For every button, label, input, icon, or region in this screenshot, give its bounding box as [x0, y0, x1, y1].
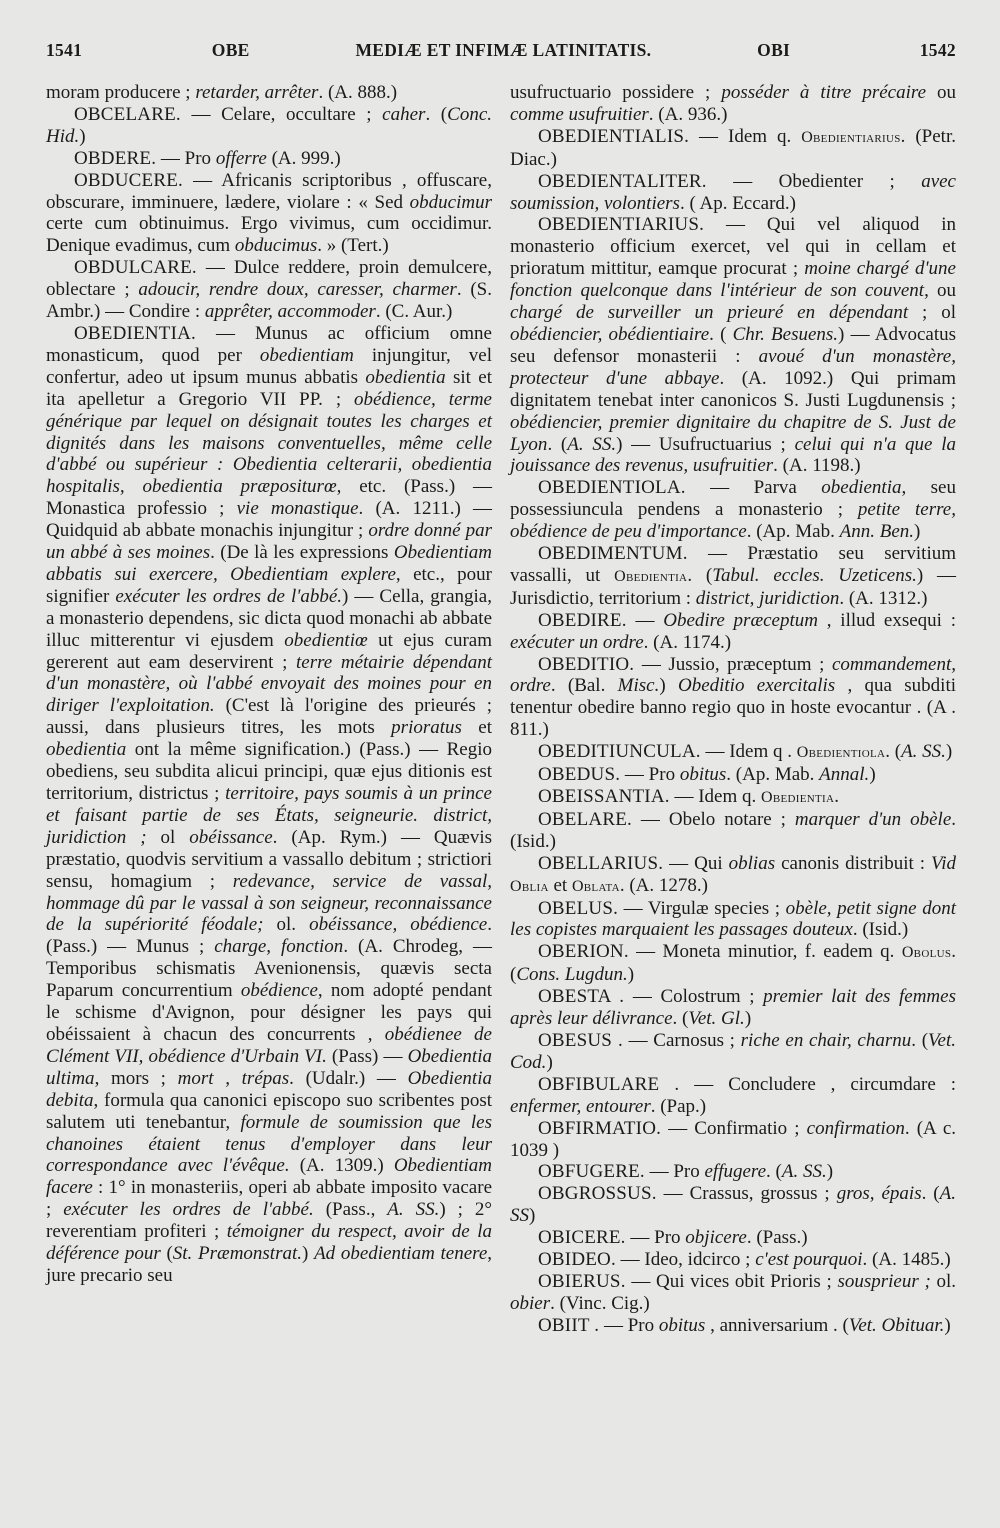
text-run: ; ol	[908, 302, 956, 324]
headword: OBEDIENTIOLA.	[538, 477, 686, 499]
text-run: — Crassus, grossus ;	[656, 1183, 837, 1205]
text-run: moram producere ;	[46, 82, 196, 103]
italic-gloss: vie monastique	[236, 498, 359, 520]
text-run: — Ideo, idcirco ;	[615, 1249, 756, 1271]
text-run: , etc. (Pass.) — Monastica professio ;	[46, 476, 492, 520]
text-run: ut ejus curam gererent aut eam deservirent ;	[46, 629, 492, 673]
text-columns	[46, 82, 956, 1337]
italic-gloss: Vid	[931, 852, 957, 874]
text-run: )	[79, 125, 86, 147]
text-run: )	[546, 1051, 553, 1073]
headword: OBDERE.	[74, 147, 157, 169]
italic-gloss: obitus	[679, 764, 727, 786]
italic-gloss: A. SS.	[781, 1161, 827, 1183]
headword: OBEDITIUNCULA.	[538, 741, 701, 763]
italic-gloss: obédienee de Clément VII, obédience d'Urbain VI.	[46, 1023, 492, 1067]
text-run: — Carnosus ;	[622, 1029, 741, 1051]
text-run: . (Pass.)	[746, 1227, 808, 1249]
headword: OBGROSSUS.	[538, 1183, 657, 1205]
italic-gloss: A. SS.	[901, 741, 946, 763]
text-run: —	[626, 609, 664, 631]
text-run: . (Bal.	[550, 675, 618, 697]
italic-gloss: obitus	[658, 1314, 706, 1336]
text-run: — Jussio, præceptum ;	[634, 653, 832, 675]
headword: OBEISSANTIA.	[538, 786, 670, 807]
italic-gloss: marquer d'un obèle	[794, 808, 952, 830]
italic-gloss: obédience	[240, 980, 318, 1002]
italic-gloss: obedientia	[821, 477, 902, 499]
text-run: )	[869, 764, 876, 786]
entry-obedimentum	[510, 543, 956, 610]
entry-obfirmatio	[510, 1118, 956, 1162]
text-run: — Pro	[644, 1161, 705, 1183]
entry-obeissantia	[510, 786, 956, 809]
italic-gloss: Obedientiam facere	[46, 1155, 492, 1199]
text-run: . » (Tert.)	[317, 235, 389, 257]
entry-obgrossus	[510, 1183, 956, 1227]
text-run: . (	[911, 1029, 929, 1051]
text-run: . (Vinc. Cig.)	[550, 1292, 650, 1314]
text-run: , qua subditi tenentur obedire banno regio quo in hoste evocantur . (A . 811.)	[510, 675, 957, 741]
text-run: . (	[510, 941, 956, 986]
text-run: — Concludere , circumdare :	[679, 1073, 956, 1095]
italic-gloss: St. Præmonstrat.	[172, 1243, 303, 1265]
italic-gloss: gros, épais	[836, 1183, 922, 1205]
italic-gloss: Cons. Lugdun.	[516, 964, 628, 986]
small-caps-ref: Oblata	[571, 877, 620, 895]
italic-gloss: enfermer, entourer	[510, 1095, 651, 1117]
text-run: , formula qua canonici episcopo suo scribentes post salutem uti tenebantur,	[46, 1089, 492, 1133]
italic-gloss: Obedientiam abbatis sui exercere, Obedientiam explere	[46, 542, 492, 585]
italic-gloss: avoué d'un monastère, protecteur d'une abbaye	[510, 345, 956, 389]
text-run: ) — Cella, grangia, a monasterio dependens, sic dicta quod monachi ab abbate illuc mitterentur vi ejusdem	[46, 585, 492, 651]
italic-gloss: district, juridiction	[695, 587, 840, 609]
italic-gloss: obédiencier, obédientiaire	[510, 323, 710, 345]
text-run: usufructuario possidere ;	[510, 82, 722, 103]
italic-gloss: obducimur	[409, 191, 492, 213]
headword: OBDULCARE.	[74, 257, 197, 279]
italic-gloss: Misc.	[617, 675, 660, 697]
text-run: . (	[425, 103, 448, 125]
headword: OBEDIENTIA.	[74, 322, 196, 344]
italic-gloss: obédience, terme générique par lequel on désignait toutes les charges et dignités dans les maisons conventuelles, même celle d'abbé ou supérieur : Obedientia celterarii, obedientia hospitalis, obedientia præpositurœ	[46, 388, 492, 498]
entry-obedientialis	[510, 126, 956, 171]
entry-obedire	[510, 610, 956, 654]
italic-gloss: témoigner du respect, avoir de la déférence pour	[46, 1221, 492, 1265]
italic-gloss: exécuter un ordre	[510, 631, 644, 653]
italic-gloss: redevance, service de vassal, hommage dû par le vassal à son seigneur, reconnaissance de la supériorité féodale;	[46, 870, 492, 936]
text-run: . (De là les expressions	[210, 542, 394, 564]
entry-obeditio	[510, 654, 956, 742]
entry-continuation	[510, 82, 956, 126]
italic-gloss: apprêter, accommoder	[204, 301, 376, 323]
text-run: — Obedienter ;	[706, 170, 922, 192]
text-run: — Munus ac officium omne monasticum, quod per	[46, 322, 492, 366]
text-run: . (	[672, 1008, 689, 1030]
text-run: — Obelo notare ;	[631, 808, 795, 830]
text-run: , seu possessiuncula pendens a monasterio ;	[510, 477, 956, 521]
text-run: . (A. 1198.)	[773, 455, 861, 477]
text-run: (A. 1309.)	[289, 1155, 394, 1177]
text-run: , mors ;	[94, 1067, 178, 1089]
text-run: ) ; 2° reverentiam profiteri ;	[46, 1199, 492, 1243]
text-run: )	[744, 1008, 752, 1030]
text-run: canonis distribuit :	[775, 852, 932, 874]
right-column	[510, 82, 956, 1337]
headword: OBFIRMATIO.	[538, 1117, 662, 1139]
text-run: . (A. 888.)	[318, 82, 398, 103]
text-run: . (Pap.)	[650, 1095, 707, 1117]
entry-obesus	[510, 1030, 956, 1074]
headword: OBERION.	[538, 941, 629, 963]
text-run: — Qui vel aliquod in monasterio officium exercet, vel qui in cellam et prioratum mittitur, eamque procurat ;	[510, 214, 956, 280]
italic-gloss: sousprieur ;	[837, 1270, 931, 1292]
small-caps-ref: Obedientiola	[796, 744, 886, 762]
italic-gloss: celui qui n'a que la jouissance des revenus, usufruitier	[510, 433, 956, 477]
entry-obfibulare	[510, 1074, 956, 1118]
italic-gloss: riche en chair, charnu	[740, 1029, 912, 1051]
text-run: — Idem q.	[689, 125, 802, 147]
entry-obellarius	[510, 853, 956, 898]
italic-gloss: chargé de surveiller un prieuré en dépendant	[510, 302, 909, 324]
text-run: et	[461, 717, 492, 739]
text-run: — Qui vices obit Prioris ;	[625, 1270, 838, 1292]
italic-gloss: Chr. Besuens.	[732, 323, 839, 345]
guide-word-right: OBI	[757, 40, 791, 60]
text-run: )	[659, 675, 678, 697]
text-run: ) — Advocatus seu defensor monasterii :	[510, 323, 956, 367]
text-run: ou	[926, 82, 957, 103]
headword: OBFIBULARE .	[538, 1073, 680, 1095]
text-run: )	[529, 1205, 536, 1227]
text-run: : 1° in monasteriis, operi ab abbate imposito vacare ;	[46, 1177, 492, 1221]
italic-gloss: prioratus	[391, 717, 462, 739]
small-caps-ref: Oblia	[510, 877, 549, 895]
text-run: . (	[885, 741, 902, 763]
entry-obideo	[510, 1249, 956, 1271]
italic-gloss: mort , trépas	[177, 1067, 290, 1089]
entry-continuation	[46, 82, 492, 104]
italic-gloss: commandement, ordre	[510, 653, 956, 697]
italic-gloss: premier lait des femmes après leur délivrance	[510, 986, 956, 1030]
italic-gloss: obéissance, obédience	[309, 914, 488, 936]
text-run: . (Petr. Diac.)	[510, 125, 956, 170]
italic-gloss: Ad obedientiam tenere	[314, 1243, 488, 1265]
text-run: — Dulce reddere, proin demulcere, oblectare ;	[46, 257, 492, 301]
text-run: . (Ap. Mab.	[746, 521, 840, 543]
entry-obedus	[510, 764, 956, 786]
italic-gloss: Annal.	[819, 764, 870, 786]
running-title: MEDIÆ ET INFIMÆ LATINITATIS.	[355, 40, 652, 60]
entry-obesta	[510, 986, 956, 1030]
page-number-left: 1541	[46, 40, 83, 60]
text-run: ) — Usufructuarius ;	[616, 433, 795, 455]
text-run: — Virgulæ species ;	[618, 897, 786, 919]
text-run: , ou	[924, 280, 957, 302]
italic-gloss: oblias	[728, 852, 776, 874]
text-run: )	[627, 964, 635, 986]
text-run: ol.	[263, 914, 310, 936]
text-run: . (	[921, 1183, 940, 1205]
entry-obducere	[46, 170, 492, 258]
text-run: injungitur, vel confertur, adeo ut ipsum munus abbatis	[46, 344, 492, 388]
text-run: (Pass.,	[313, 1199, 388, 1221]
italic-gloss: obéissance	[189, 826, 273, 848]
entry-obierus	[510, 1271, 956, 1315]
text-run: — Parva	[685, 477, 822, 499]
text-run: ) — Jurisdictio, territorium :	[510, 564, 957, 609]
italic-gloss: Obedientia ultima	[46, 1045, 492, 1089]
italic-gloss: formule de soumission que les chanoines étaient tenus d'employer dans leur correspondance avec l'évêque.	[46, 1111, 492, 1177]
entry-obdere	[46, 148, 492, 170]
text-run: ol.	[930, 1270, 956, 1292]
text-run: — Africanis scriptoribus , offuscare, obscurare, imminuere, lædere, violare : « Sed	[46, 169, 492, 213]
italic-gloss: obedientiam	[259, 344, 354, 366]
italic-gloss: obedientia	[365, 366, 446, 388]
text-run: )	[945, 741, 953, 763]
text-run: — Idem q .	[700, 741, 797, 763]
text-run: .	[834, 786, 839, 807]
headword: OBCELARE.	[74, 103, 181, 125]
text-run: (	[160, 1243, 173, 1265]
text-run: — Pro	[620, 764, 680, 786]
italic-gloss: Ann. Ben.	[839, 521, 915, 543]
text-run: , jure precario seu	[46, 1243, 493, 1286]
text-run: . (	[687, 564, 713, 586]
text-run: . (A. 1211.) — Quidquid ab abbate monachis injungitur ;	[46, 498, 492, 542]
italic-gloss: objicere	[685, 1227, 747, 1249]
italic-gloss: terre métairie dépendant d'un monastère, où l'abbé envoyait des moines pour en diriger l'exploitation.	[46, 651, 492, 717]
text-run: , etc., pour signifier	[46, 563, 492, 607]
entry-obedientaliter	[510, 171, 956, 215]
headword: OBIDEO.	[538, 1249, 616, 1271]
text-run: , anniversarium . (	[705, 1314, 849, 1336]
text-run: )	[302, 1243, 315, 1265]
text-run: . (A. 1174.)	[643, 631, 732, 653]
italic-gloss: obédiencier, premier dignitaire du chapitre de S. Just de Lyon	[510, 411, 956, 455]
italic-gloss: ordre donné par un abbé à ses moines	[46, 520, 492, 564]
headword: OBEDIENTIALIS.	[538, 125, 690, 147]
text-run: , nom adopté pendant le schisme d'Avignon, pour désigner les pays qui obéissaient à chacun des concurrents ,	[46, 980, 492, 1045]
text-run: (Pass) —	[326, 1045, 408, 1067]
italic-gloss: caher	[382, 103, 426, 125]
italic-gloss: offerre	[215, 147, 267, 169]
italic-gloss: Vet. Cod.	[510, 1029, 956, 1073]
left-column	[46, 82, 492, 1337]
text-run: . (	[766, 1161, 782, 1183]
italic-gloss: Obeditio exercitalis	[677, 675, 836, 697]
italic-gloss: obedientia	[46, 739, 127, 761]
guide-word-left: OBE	[211, 40, 250, 60]
text-run: — Præstatio seu servitium vassalli, ut	[510, 543, 956, 586]
italic-gloss: c'est pourquoi	[755, 1249, 863, 1271]
text-run: — Celare, occultare ;	[180, 103, 383, 125]
entry-obcelare	[46, 104, 492, 148]
headword: OBEDUS.	[538, 764, 621, 786]
headword: OBEDITIO.	[538, 653, 635, 675]
headword: OBESTA .	[538, 986, 625, 1008]
entry-obelus	[510, 898, 956, 942]
italic-gloss: A. SS	[510, 1183, 956, 1227]
italic-gloss: retarder, arrêter	[195, 82, 319, 103]
italic-gloss: Tabul. eccles. Uzeticens.	[712, 564, 917, 586]
text-run: . (Isid.)	[852, 919, 909, 941]
headword: OBEDIRE.	[538, 609, 627, 631]
text-run: . (Ap. Rym.) — Quævis præstatio, quodvis servitium a vassallo debitum ; strictiori sensu, homagium ;	[46, 826, 492, 892]
text-run: . ( Ap. Eccard.)	[679, 192, 797, 214]
italic-gloss: moine chargé d'une fonction quelconque dans l'intérieur de son couvent	[510, 258, 956, 302]
text-run: certe cum obtinuimus. Ergo vivimus, cum occidimur. Denique evadimus, cum	[46, 213, 492, 257]
italic-gloss: obedientiœ	[284, 629, 368, 651]
italic-gloss: comme usufruitier	[510, 103, 649, 125]
headword: OBELARE.	[538, 808, 632, 830]
italic-gloss: petite terre, obédience de peu d'importance	[510, 499, 956, 543]
entry-obdulcare	[46, 257, 492, 323]
italic-gloss: charge, fonction	[214, 936, 344, 958]
italic-gloss: territoire, pays soumis à un prince et faisant partie de ses États, seigneurie. district, juridiction ;	[46, 783, 492, 848]
text-run: (A. 999.)	[266, 147, 341, 169]
text-run: sit et ita apelletur a Gregorio VII PP. ;	[46, 366, 493, 410]
small-caps-ref: Obedientiarius	[801, 128, 901, 146]
headword: OBIERUS.	[538, 1270, 626, 1292]
italic-gloss: effugere	[704, 1161, 767, 1183]
text-run: . (Udalr.) —	[289, 1067, 408, 1089]
text-run: . (A. 936.)	[648, 103, 728, 125]
text-run: . (Isid.)	[510, 808, 956, 852]
entry-obedientia	[46, 323, 492, 1287]
italic-gloss: obducimus	[234, 235, 318, 257]
entry-obelare	[510, 809, 956, 853]
headword: OBELLARIUS.	[538, 852, 664, 874]
italic-gloss: posséder à titre précaire	[721, 82, 927, 103]
italic-gloss: Vet. Obituar.	[848, 1314, 945, 1336]
entry-obedientiarius	[510, 214, 956, 477]
text-run: )	[944, 1314, 951, 1336]
text-run: . (	[709, 323, 733, 345]
headword: OBICERE.	[538, 1227, 626, 1249]
italic-gloss: A. SS.	[387, 1199, 440, 1221]
text-run: — Qui	[663, 852, 729, 874]
entry-obedientiola	[510, 477, 956, 543]
text-run: ol	[146, 826, 190, 848]
entry-obeditiuncula	[510, 741, 956, 764]
text-run: — Confirmatio ;	[661, 1117, 807, 1139]
text-run: . (A. 1092.) Qui primam dignitatem tenebat inter canonicos S. Justi Lugdunensis ;	[510, 367, 956, 411]
italic-gloss: exécuter les ordres de l'abbé.	[63, 1199, 314, 1221]
headword: OBEDIENTALITER.	[538, 170, 707, 192]
text-run: . (S. Ambr.) — Condire :	[46, 279, 492, 323]
headword: OBEDIMENTUM.	[538, 543, 688, 565]
italic-gloss: A. SS.	[567, 433, 617, 455]
text-run: )	[826, 1161, 834, 1183]
small-caps-ref: Obedientia	[614, 567, 688, 585]
italic-gloss: adoucir, rendre doux, caresser, charmer	[138, 279, 457, 301]
text-run: — Idem q.	[669, 786, 762, 807]
italic-gloss: exécuter les ordres de l'abbé.	[115, 585, 343, 607]
text-run: ont la même signification.) (Pass.) — Regio obediens, seu subdita alicui principi, quæ ejus ditionis est territorium, districtus ;	[46, 739, 492, 804]
italic-gloss: avec soumission, volontiers	[510, 170, 956, 214]
text-run: — Moneta minutior, f. eadem q.	[628, 941, 902, 963]
text-run: . (Pass.) — Munus ;	[46, 914, 492, 958]
entry-obicere	[510, 1227, 956, 1249]
text-run: — Pro	[156, 147, 216, 169]
page-number-right: 1542	[919, 40, 956, 60]
text-run: — Pro	[599, 1314, 659, 1336]
small-caps-ref: Obedientia	[761, 789, 835, 806]
text-run: . (	[547, 433, 568, 455]
text-run: . (Ap. Mab.	[726, 764, 820, 786]
text-run: — Pro	[625, 1227, 686, 1249]
text-run: . (A. 1312.)	[839, 587, 928, 609]
text-run: et	[548, 874, 572, 896]
headword: OBDUCERE.	[74, 169, 183, 191]
text-run: (C'est là l'origine des prieurés ; aussi, dans plusieurs titres, les mots	[46, 695, 492, 739]
headword: OBIIT .	[538, 1314, 600, 1336]
italic-gloss: obier	[510, 1292, 551, 1314]
text-run: . (A. 1278.)	[619, 874, 708, 896]
running-header	[46, 40, 956, 80]
text-run: . (C. Aur.)	[375, 301, 453, 323]
text-run: . (A. Chrodeg, — Temporibus schismatis Avenionensis, quævis secta Paparum concurrentium	[46, 936, 493, 1002]
text-run: . (A. 1485.)	[862, 1249, 951, 1271]
entry-oberion	[510, 941, 956, 986]
headword: OBFUGERE.	[538, 1161, 645, 1183]
headword: OBESUS .	[538, 1029, 623, 1051]
italic-gloss: Obedire præceptum	[663, 609, 818, 631]
text-run: , illud exsequi :	[818, 609, 956, 631]
italic-gloss: obèle, petit signe dont les copistes marquaient les passages douteux	[510, 897, 956, 941]
entry-obfugere	[510, 1161, 956, 1183]
text-run: )	[914, 521, 921, 543]
entry-obiit	[510, 1315, 956, 1337]
headword: OBELUS.	[538, 897, 619, 919]
headword: OBEDIENTIARIUS.	[538, 214, 705, 236]
small-caps-ref: Obolus	[901, 944, 952, 962]
text-run: — Colostrum ;	[624, 986, 764, 1008]
italic-gloss: confirmation	[806, 1117, 905, 1139]
italic-gloss: Obedientia debita	[46, 1067, 492, 1111]
italic-gloss: Vet. Gl.	[688, 1008, 745, 1030]
italic-gloss: Conc. Hid.	[46, 103, 492, 147]
text-run: . (A c. 1039 )	[510, 1117, 956, 1161]
